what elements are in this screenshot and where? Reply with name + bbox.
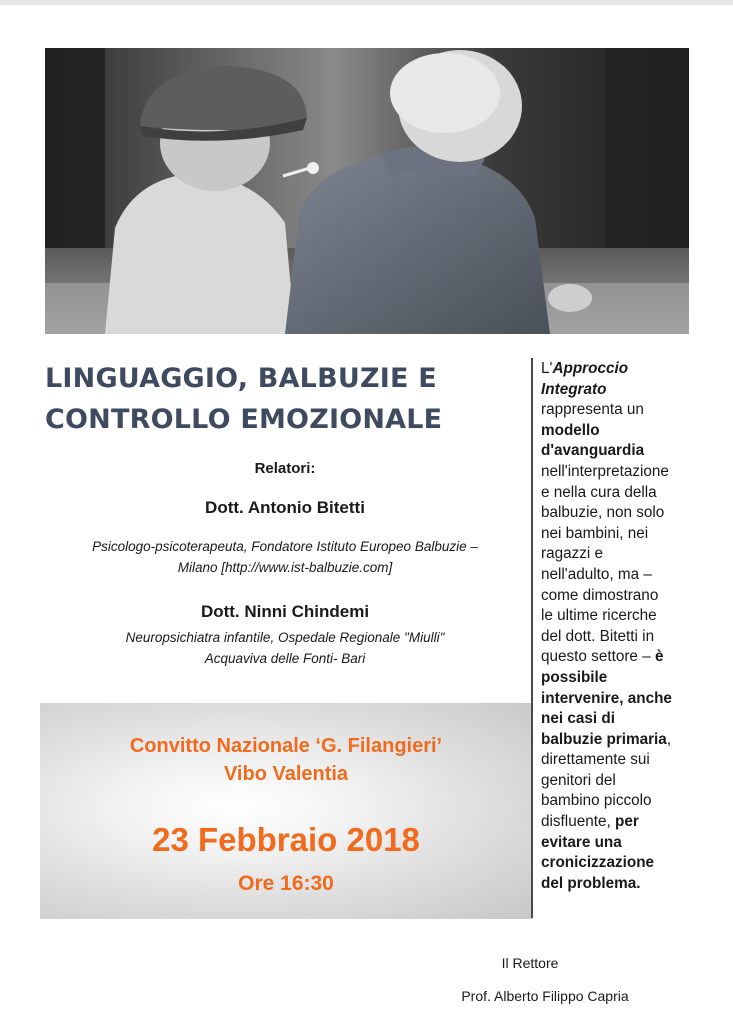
sidebar-text-segment: modello [541, 421, 600, 439]
sidebar-text-segment: del problema. [541, 874, 641, 892]
sidebar-line [541, 874, 701, 895]
sidebar-line [541, 689, 701, 710]
speaker-1-name: Dott. Antonio Bitetti [205, 498, 365, 517]
sidebar-text-segment: intervenire, anche [541, 689, 672, 707]
sidebar-text-segment: balbuzie primaria [541, 730, 667, 748]
children-photo-illustration [45, 48, 689, 334]
sidebar-line [541, 380, 701, 401]
sidebar-line [541, 421, 701, 442]
sidebar-text-segment: balbuzie, non solo [541, 504, 665, 522]
sidebar-line [541, 441, 701, 462]
speaker-1-role-line-2: Milano [http://www.ist-balbuzie.com] [177, 560, 393, 575]
speaker-2-role [45, 627, 525, 669]
sidebar-text-segment: direttamente sui [541, 751, 650, 769]
sidebar-line [541, 462, 701, 483]
sidebar-text-segment: questo settore – [541, 648, 655, 666]
sidebar-text-segment: bambino piccolo [541, 792, 652, 810]
sidebar-text-segment: Approccio [552, 360, 629, 377]
sidebar-line [541, 853, 701, 874]
title-line-2: CONTROLLO EMOZIONALE [45, 404, 443, 435]
sidebar-line [541, 565, 701, 586]
sidebar-text-segment: per [614, 813, 639, 831]
sidebar-text-segment: possibile [541, 668, 608, 686]
sidebar-line [541, 771, 701, 792]
sidebar-text-segment: L' [541, 360, 553, 377]
sidebar-line [541, 791, 701, 812]
sidebar-line [541, 709, 701, 730]
sidebar-text-segment: nei bambini, nei [541, 524, 649, 542]
sidebar-line [541, 647, 701, 668]
sidebar-text-segment: ragazzi e [541, 545, 604, 563]
speakers-heading: Relatori: [254, 460, 316, 477]
sidebar-text-segment: , [666, 730, 672, 748]
sidebar-line [541, 668, 701, 689]
hero-photo [45, 48, 689, 334]
sidebar-text-segment: genitori del [541, 771, 616, 789]
signature-role: Il Rettore [501, 955, 559, 971]
sidebar-text-segment: è [654, 648, 664, 666]
top-strip [0, 0, 733, 5]
sidebar-line [541, 359, 701, 380]
speaker-2-role-line-1: Neuropsichiatra infantile, Ospedale Regionale "Miulli" [125, 630, 445, 645]
venue-line-1: Convitto Nazionale ‘G. Filangieri’ [129, 735, 443, 757]
speaker-1-role-line-1: Psicologo-psicoterapeuta, Fondatore Istituto Europeo Balbuzie – [92, 539, 478, 554]
speaker-2-name: Dott. Ninni Chindemi [200, 602, 370, 621]
sidebar-text-segment: nei casi di [541, 710, 615, 728]
venue-line-2: Vibo Valentia [223, 763, 349, 785]
venue [40, 732, 532, 788]
sidebar-text-segment: cronicizzazione [541, 854, 655, 872]
sidebar-text-segment: disfluente, [541, 813, 615, 831]
speaker-1-role [45, 536, 525, 578]
sidebar-line [541, 833, 701, 854]
sidebar-line [541, 524, 701, 545]
sidebar-text-segment: le ultime ricerche [541, 607, 657, 625]
sidebar-text-segment: d'avanguardia [541, 442, 645, 460]
event-title [45, 358, 525, 440]
sidebar-line [541, 483, 701, 504]
sidebar-text-segment: del dott. Bitetti in [541, 627, 655, 645]
speaker-2-role-line-2: Acquaviva delle Fonti- Bari [204, 651, 366, 666]
sidebar-line [541, 627, 701, 648]
sidebar-line [541, 586, 701, 607]
sidebar-line [541, 503, 701, 524]
signature-name: Prof. Alberto Filippo Capria [461, 988, 629, 1004]
event-time: Ore 16:30 [238, 872, 334, 895]
event-info-box [40, 703, 532, 919]
sidebar-text-segment: nell'interpretazione [541, 462, 669, 480]
sidebar-text-segment: rappresenta un [541, 401, 644, 419]
sidebar-text-segment: nell'adulto, ma – [541, 565, 652, 583]
sidebar-text-segment: e nella cura della [541, 483, 657, 501]
column-divider [531, 358, 533, 918]
sidebar-line [541, 606, 701, 627]
event-date: 23 Febbraio 2018 [152, 821, 420, 858]
sidebar-line [541, 730, 701, 751]
sidebar-line [541, 400, 701, 421]
sidebar-text-segment: Integrato [541, 380, 607, 398]
approach-description [541, 359, 701, 894]
sidebar-text-segment: come dimostrano [541, 586, 659, 604]
sidebar-line [541, 812, 701, 833]
title-line-1: LINGUAGGIO, BALBUZIE E [45, 363, 437, 394]
sidebar-line [541, 544, 701, 565]
sidebar-line [541, 750, 701, 771]
sidebar-text-segment: evitare una [541, 833, 622, 851]
